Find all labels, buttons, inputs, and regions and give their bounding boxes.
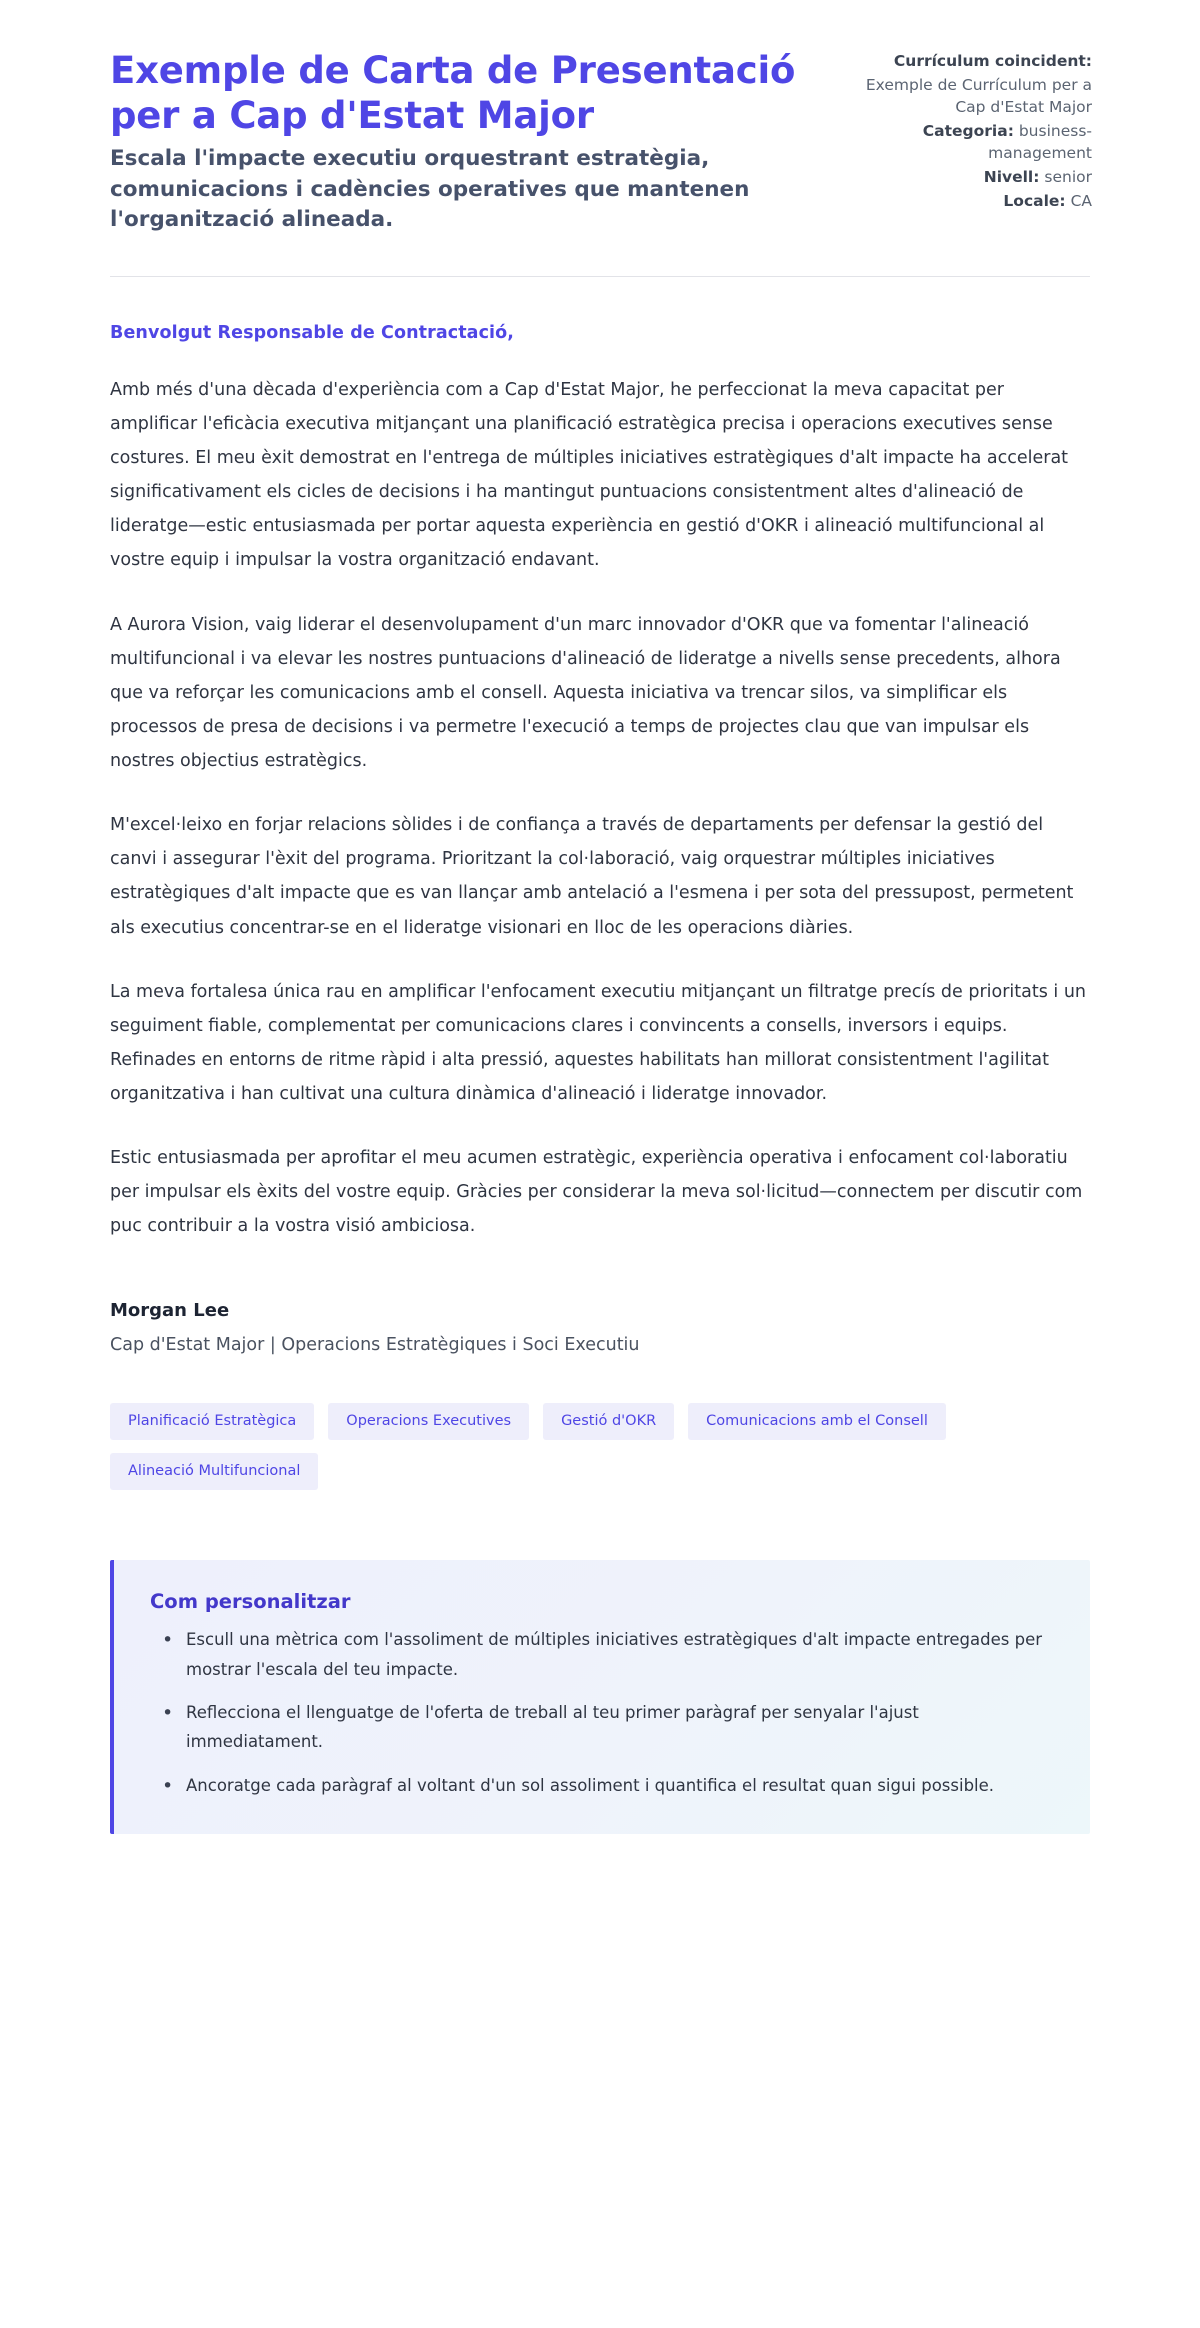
meta-row-matching-resume-value [840,74,1092,118]
tip-list-item: • Escull una mètrica com l'assoliment de múltiples iniciatives estratègiques d'alt impacte entregades per mostrar l'escala del teu impacte. [176,1625,1054,1684]
tip-box-title: Com personalitzar [150,1590,351,1614]
signature-block [0,1300,1200,1355]
letter-body [0,323,1200,1244]
category-value: business-management [988,122,1092,162]
skill-tag[interactable]: Gestió d'OKR [543,1403,674,1440]
matching-resume-value: Exemple de Currículum per a Cap d'Estat Major [865,76,1092,116]
skill-tag[interactable]: Operacions Executives [328,1403,529,1440]
header-title-block [110,48,800,236]
header-meta-block [840,48,1092,214]
customization-tip-box [110,1560,1090,1834]
category-label: Categoria: [922,122,1014,140]
letter-paragraph: Estic entusiasmada per aprofitar el meu acumen estratègic, experiència operativa i enfocament col·laboratiu per impulsar els èxits del vostre equip. Gràcies per considerar la meva sol·licitud—connectem per discutir com puc contribuir a la vostra visió ambiciosa. [110,1148,1083,1237]
locale-value: CA [1070,192,1092,210]
tip-list-item: • Reflecciona el llenguatge de l'oferta de treball al teu primer paràgraf per senyalar l'ajust immediatament. [176,1698,1054,1757]
page-header [0,0,1200,236]
header-divider [110,276,1090,277]
page-subtitle: Escala l'impacte executiu orquestrant estratègia, comunicacions i cadències operatives que mantenen l'organització alineada. [110,146,750,233]
letter-paragraph: A Aurora Vision, vaig liderar el desenvolupament d'un marc innovador d'OKR que va fomentar l'alineació multifuncional i va elevar les nostres puntuacions d'alineació de lideratge a nivells sense precedents, alhora que va reforçar les comunicacions amb el consell. Aquesta iniciativa va trencar silos, va simplificar els processos de presa de decisions i va permetre l'execució a temps de projectes clau que van impulsar els nostres objectius estratègics. [110,614,1061,772]
skill-tag[interactable]: Alineació Multifuncional [110,1453,318,1490]
page-title: Exemple de Carta de Presentació per a Cap d'Estat Major [110,49,796,138]
meta-row-level [840,166,1092,188]
tip-list-item: • Ancoratge cada paràgraf al voltant d'un sol assoliment i quantifica el resultat quan sigui possible. [176,1771,1054,1800]
signature-name: Morgan Lee [110,1299,230,1321]
letter-paragraph: La meva fortalesa única rau en amplificar l'enfocament executiu mitjançant un filtratge precís de prioritats i un seguiment fiable, complementat per comunicacions clares i convincents a consells, inversors i equips. Refinades en entorns de ritme ràpid i alta pressió, aquestes habilitats han millorat consistentment l'agilitat organitzativa i han cultivat una cultura dinàmica d'alineació i lideratge innovador. [110,981,1087,1105]
level-value: senior [1044,168,1092,186]
letter-greeting: Benvolgut Responsable de Contractació, [110,322,515,343]
signature-role: Cap d'Estat Major | Operacions Estratègiques i Soci Executiu [110,1334,640,1355]
letter-paragraph: Amb més d'una dècada d'experiència com a Cap d'Estat Major, he perfeccionat la meva capacitat per amplificar l'eficàcia executiva mitjançant una planificació estratègica precisa i operacions executives sense costures. El meu èxit demostrat en l'entrega de múltiples iniciatives estratègiques d'alt impacte ha accelerat significativament els cicles de decisions i ha mantingut puntuacions consistentment altes d'alineació de lideratge—estic entusiasmada per portar aquesta experiència en gestió d'OKR i alineació multifuncional al vostre equip i impulsar la vostra organització endavant. [110,379,1069,571]
meta-row-locale [840,190,1092,212]
letter-paragraph: M'excel·leixo en forjar relacions sòlides i de confiança a través de departaments per defensar la gestió del canvi i assegurar l'èxit del programa. Prioritzant la col·laboració, vaig orquestrar múltiples iniciatives estratègiques d'alt impacte que es van llançar amb antelació a l'esmena i per sota del pressupost, permetent als executius concentrar-se en el lideratge visionari en lloc de les operacions diàries. [110,815,1074,938]
level-label: Nivell: [983,168,1040,186]
meta-row-matching-resume [840,50,1092,72]
meta-row-category [840,120,1092,164]
tip-list [150,1625,1054,1800]
skill-tag-list [0,1403,1060,1491]
matching-resume-label: Currículum coincident: [893,52,1092,70]
skill-tag[interactable]: Comunicacions amb el Consell [688,1403,946,1440]
locale-label: Locale: [1003,192,1066,210]
skill-tag[interactable]: Planificació Estratègica [110,1403,314,1440]
